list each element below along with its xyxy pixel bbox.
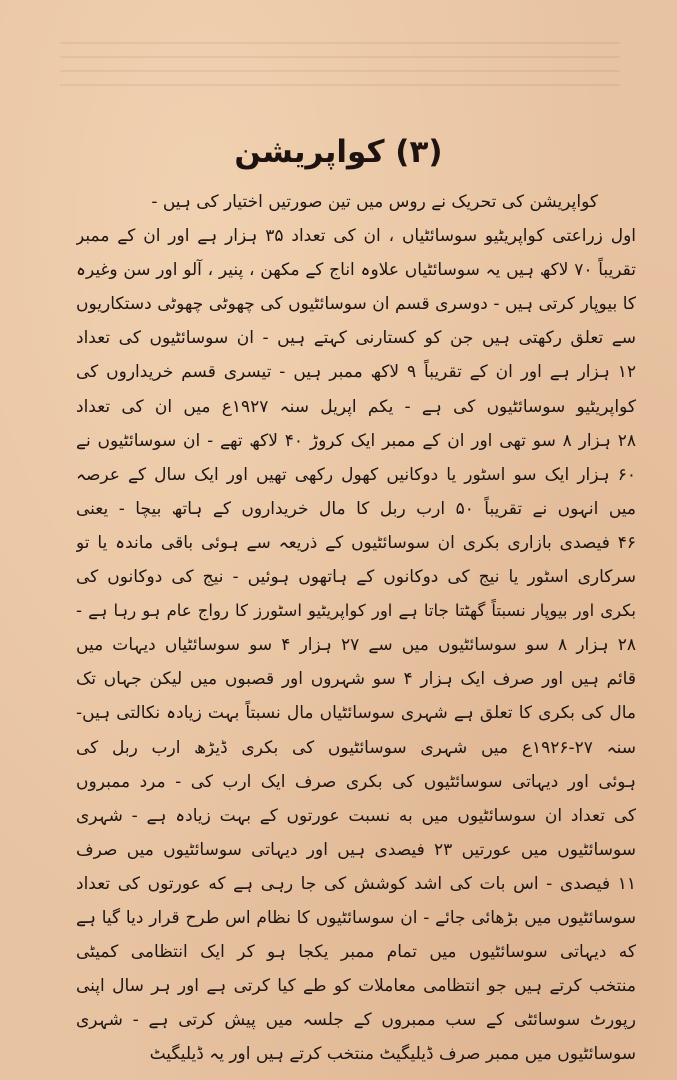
text-line: سوسائٹیوں میں بڑھائی جائے - ان سوسائٹیوں کا نظام اس طرح قرار دیا گیا ہے <box>76 907 636 928</box>
text-line: کی تعداد ان سوسائٹیوں میں به نسبت عورتوں کے بہت زیادہ ہے - شہری <box>76 805 636 826</box>
text-line: رپورٹ سوسائٹی کے سب ممبروں کے جلسہ میں پیش کرتی ہے - شہری <box>76 1010 636 1031</box>
text-line: سنہ ۲۷-۱۹۲۶ع میں شہری سوسائٹیوں کی بکری ڈیڑھ ارب ربل کی <box>76 737 636 758</box>
text-line: میں انہوں نے تقریباً ۵۰ ارب ربل کا مال خریداروں کے ہاتھ بیچا - یعنی <box>76 498 636 519</box>
text-line: اول زراعتی کواپریٹیو سوسائٹیاں ، ان کی تعداد ۳۵ ہزار ہے اور ان کے ممبر <box>76 226 636 247</box>
text-line: کواپریٹیو سوسائٹیوں کی ہے - یکم اپریل سنہ ۱۹۲۷ع میں ان کی تعداد <box>76 396 636 417</box>
text-line: ہوئی اور دیہاتی سوسائٹیوں کی بکری صرف ایک ارب کی - مرد ممبروں <box>76 771 636 792</box>
text-line: ۶۰ ہزار ایک سو اسٹور یا دوکانیں کھول رکھی تھیں اور ایک سال کے عرصہ <box>76 464 636 485</box>
bleed-through-text <box>60 30 620 130</box>
text-line: تقریباً ۷۰ لاکھ ہیں یہ سوسائٹیاں علاوہ اناج کے مکھن ، پنیر ، آلو اور سن وغیرہ <box>76 260 636 281</box>
text-line: ۲۸ ہزار ۸ سو سوسائٹیوں میں سے ۲۷ ہزار ۴ سو سوسائٹیاں دیہات میں <box>76 635 636 656</box>
text-line: ۲۸ ہزار ۸ سو تھی اور ان کے ممبر ایک کروڑ ۴۰ لاکھ تھے - ان سوسائٹیوں نے <box>76 430 636 451</box>
text-line: منتخب کرتے ہیں جو انتظامی معاملات کو طے کیا کرتی ہے اور ہر سال اپنی <box>76 976 636 997</box>
body-paragraph <box>76 185 636 1071</box>
text-line: قائم ہیں اور صرف ایک ہزار ۴ سو شہروں اور قصبوں میں لیکن جہاں تک <box>76 669 636 690</box>
text-line: بکری اور بیوپار نسبتاً گھٹتا جاتا ہے اور کواپریٹیو اسٹورز کا رواج عام ہو رہا ہے - <box>76 601 636 621</box>
text-line: سوسائٹیوں میں ممبر صرف ڈیلیگیٹ منتخب کرتے ہیں اور یہ ڈیلیگیٹ <box>149 1044 636 1065</box>
text-line: سوسائٹیوں میں عورتیں ۲۳ فیصدی ہیں اور دیہاتی سوسائٹیوں میں صرف <box>76 839 636 860</box>
text-line: کا بیوپار کرتی ہیں - دوسری قسم ان سوسائٹیوں کی چھوٹی چھوٹی دستکاریوں <box>76 294 636 315</box>
text-line: سے تعلق رکھتی ہیں جن کو کستارنی کہتے ہیں - ان سوسائٹیوں کی تعداد <box>76 328 636 349</box>
text-line: ۱۱ فیصدی - اس بات کی اشد کوشش کی جا رہی ہے که عورتوں کی تعداد <box>76 873 636 894</box>
text-line: ۱۲ ہزار ہے اور ان کے تقریباً ۹ لاکھ ممبر ہیں - تیسری قسم خریداروں کی <box>76 362 636 383</box>
text-line: که دیہاتی سوسائٹیوں میں تمام ممبر یکجا ہو کر ایک انتظامی کمیٹی <box>76 942 636 963</box>
text-line: ۴۶ فیصدی بازاری بکری ان سوسائٹیوں کے ذریعہ سے ہوئی باقی ماندہ یا تو <box>76 532 636 553</box>
text-line: سرکاری اسٹور یا نیج کی دوکانوں کے ہاتھوں ہوئیں - نیج کی دوکانوں کی <box>76 567 636 588</box>
text-line: مال کی بکری کا تعلق ہے شہری سوسائٹیاں مال نسبتاً بہت زیادہ نکالتی ہیں- <box>76 703 636 724</box>
page-title: (۳) کواپریشن <box>234 134 443 170</box>
text-line: کواپریشن کی تحریک نے روس میں تین صورتیں اختیار کی ہیں - <box>151 192 598 212</box>
